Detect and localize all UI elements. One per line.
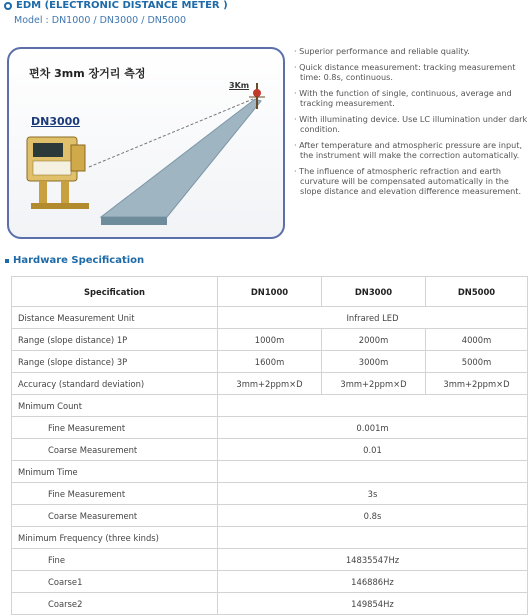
product-photo <box>7 47 285 239</box>
feature-item: · After temperature and atmospheric pressure are input, the instrument will make the correction automatically. <box>294 140 523 160</box>
row-value: 149854Hz <box>218 593 528 615</box>
table-row <box>12 373 528 395</box>
table-row <box>12 329 528 351</box>
row-value: 3mm+2ppm×D <box>322 373 426 395</box>
row-label: Coarse2 <box>12 593 218 615</box>
row-value: 3mm+2ppm×D <box>426 373 528 395</box>
road-beam <box>101 99 261 217</box>
page-title-text: EDM (ELECTRONIC DISTANCE METER ) <box>16 0 228 11</box>
row-value: 5000m <box>426 351 528 373</box>
row-value: 3000m <box>322 351 426 373</box>
table-row <box>12 395 528 417</box>
section-title-text: Hardware Specification <box>13 255 145 266</box>
feature-item: · With illuminating device. Use LC illumination under dark condition. <box>294 114 528 134</box>
row-value: 1000m <box>218 329 322 351</box>
table-row <box>12 439 528 461</box>
section-title <box>5 255 144 266</box>
table-header-cell: Specification <box>12 277 218 307</box>
edm-instrument-icon <box>27 137 89 209</box>
table-row <box>12 351 528 373</box>
feature-item: · The influence of atmospheric refraction and earth curvature will be compensated automatically in the slope distance and elevation difference measurement. <box>294 166 522 196</box>
page-title <box>4 0 524 12</box>
row-value: 2000m <box>322 329 426 351</box>
row-value: 1600m <box>218 351 322 373</box>
row-label: Coarse Measurement <box>12 439 218 461</box>
feature-item: · With the function of single, continuous, average and tracking measurement. <box>294 88 512 108</box>
page-header <box>4 0 524 26</box>
square-bullet-icon <box>5 259 9 263</box>
row-value: 0.01 <box>218 439 528 461</box>
feature-list <box>292 46 528 202</box>
row-label: Coarse1 <box>12 571 218 593</box>
row-value: 0.8s <box>218 505 528 527</box>
row-value <box>218 395 528 417</box>
table-header-row <box>12 277 528 307</box>
row-value: 3mm+2ppm×D <box>218 373 322 395</box>
row-value: 4000m <box>426 329 528 351</box>
table-row <box>12 505 528 527</box>
table-header-cell: DN5000 <box>426 277 528 307</box>
row-label: Mnimum Count <box>12 395 218 417</box>
feature-item: · Quick distance measurement: tracking measurement time: 0.8s, continuous. <box>294 62 516 82</box>
row-label: Fine <box>12 549 218 571</box>
row-label: Coarse Measurement <box>12 505 218 527</box>
row-label: Fine Measurement <box>12 417 218 439</box>
table-row <box>12 307 528 329</box>
row-label: Range (slope distance) 3P <box>12 351 218 373</box>
table-row <box>12 483 528 505</box>
row-value: 3s <box>218 483 528 505</box>
row-value <box>218 527 528 549</box>
row-label: Mnimum Time <box>12 461 218 483</box>
row-value: 146886Hz <box>218 571 528 593</box>
row-label: Distance Measurement Unit <box>12 307 218 329</box>
table-row <box>12 527 528 549</box>
table-row <box>12 571 528 593</box>
row-value <box>218 461 528 483</box>
feature-item: · Superior performance and reliable quality. <box>294 46 470 56</box>
table-row <box>12 549 528 571</box>
table-row <box>12 417 528 439</box>
model-line: Model : DN1000 / DN3000 / DN5000 <box>14 15 187 26</box>
road-edge <box>101 217 167 225</box>
row-label: Fine Measurement <box>12 483 218 505</box>
table-row <box>12 461 528 483</box>
row-label: Minimum Frequency (three kinds) <box>12 527 218 549</box>
photo-caption: 편차 3mm 장거리 측정 <box>29 67 146 80</box>
circle-bullet-icon <box>4 2 12 10</box>
row-label: Accuracy (standard deviation) <box>12 373 218 395</box>
row-value: 0.001m <box>218 417 528 439</box>
row-value: Infrared LED <box>218 307 528 329</box>
distance-label: 3Km <box>229 81 250 90</box>
spec-table <box>11 276 528 615</box>
photo-model-label: DN3000 <box>31 115 80 128</box>
row-value: 14835547Hz <box>218 549 528 571</box>
row-label: Range (slope distance) 1P <box>12 329 218 351</box>
table-header-cell: DN3000 <box>322 277 426 307</box>
table-row <box>12 593 528 615</box>
table-header-cell: DN1000 <box>218 277 322 307</box>
